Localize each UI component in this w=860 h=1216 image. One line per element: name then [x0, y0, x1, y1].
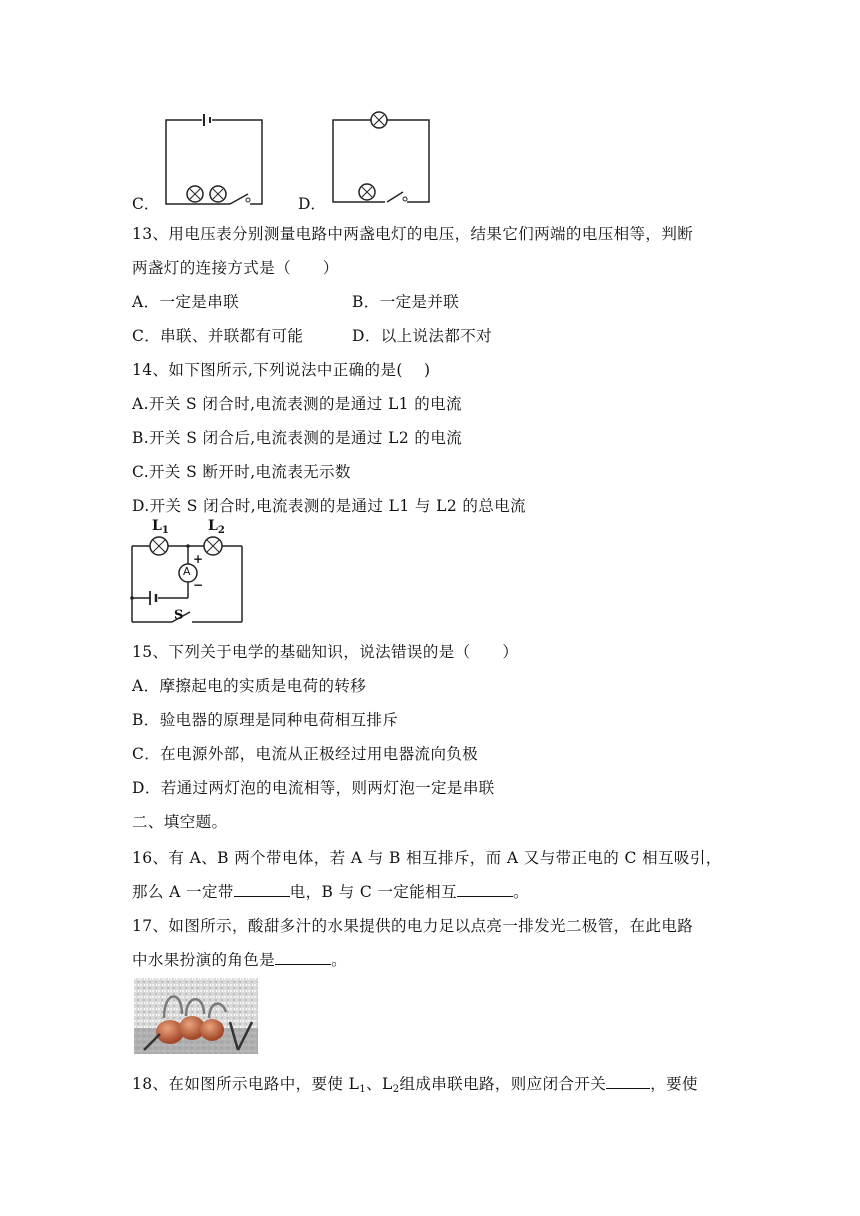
- q13-stem-line1: 13、用电压表分别测量电路中两盏电灯的电压，结果它们两端的电压相等，判断: [132, 225, 694, 243]
- q17-text-b: 。: [331, 951, 348, 969]
- q18-text-c: 组成串联电路，则应闭合开关: [399, 1075, 607, 1093]
- q18-text-d: ，要使: [650, 1075, 698, 1093]
- lamp-l1-icon: [150, 537, 168, 555]
- q16-stem-line2: [132, 882, 529, 902]
- lamp-icon: [210, 186, 226, 202]
- q15-option-a: A．摩擦起电的实质是电荷的转移: [132, 677, 367, 695]
- q15-stem: 15、下列关于电学的基础知识，说法错误的是（ ）: [132, 643, 519, 661]
- q15-option-d: D．若通过两灯泡的电流相等，则两灯泡一定是串联: [132, 779, 495, 797]
- q18-sub-2: 2: [392, 1084, 400, 1095]
- ammeter-label: A: [183, 565, 191, 578]
- q16-text-c: 。: [512, 883, 529, 901]
- l1-label: $L_1$: [152, 518, 169, 536]
- q14-circuit-figure: [128, 518, 248, 634]
- circuit-figure-d: [325, 108, 435, 208]
- q18-stem-line1: [132, 1074, 698, 1100]
- ammeter-minus-label: −: [193, 578, 204, 592]
- lamp-icon: [187, 186, 203, 202]
- q15-option-c: C．在电源外部，电流从正极经过用电器流向负极: [132, 745, 479, 763]
- q17-blank[interactable]: [275, 950, 331, 965]
- q14-option-c: C.开关 S 断开时,电流表无示数: [132, 463, 351, 481]
- q17-stem-line2: [132, 950, 347, 970]
- q14-stem: 14、如下图所示,下列说法中正确的是( ): [132, 361, 431, 379]
- q13-option-d: D．以上说法都不对: [352, 327, 493, 345]
- l2-label: $L_2$: [208, 518, 225, 536]
- lamp-icon: [359, 184, 375, 200]
- q13-stem-line2: 两盏灯的连接方式是（ ）: [132, 259, 339, 277]
- q15-option-b: B．验电器的原理是同种电荷相互排斥: [132, 711, 399, 729]
- q18-text-b: 、L: [366, 1075, 393, 1093]
- q16-text-b: 电，B 与 C 一定能相互: [289, 883, 457, 901]
- fruit-battery-photo: [134, 978, 258, 1054]
- q16-text-a: 那么 A 一定带: [132, 883, 234, 901]
- option-d-label: D．: [298, 195, 326, 213]
- q13-option-a: A．一定是串联: [132, 293, 239, 311]
- q16-blank-2[interactable]: [457, 882, 513, 897]
- q17-stem-line1: 17、如图所示，酸甜多汁的水果提供的电力足以点亮一排发光二极管，在此电路: [132, 917, 694, 935]
- circuit-figure-c: [160, 110, 270, 210]
- ammeter-plus-label: +: [193, 552, 204, 566]
- q14-option-a: A.开关 S 闭合时,电流表测的是通过 L1 的电流: [132, 395, 462, 413]
- lamp-icon: [371, 112, 387, 128]
- q13-option-b: B．一定是并联: [352, 293, 460, 311]
- switch-label: S: [174, 608, 184, 623]
- q14-option-d: D.开关 S 闭合时,电流表测的是通过 L1 与 L2 的总电流: [132, 497, 527, 515]
- q13-options-row2: [132, 326, 492, 346]
- section-heading: 二、填空题。: [132, 813, 228, 831]
- q16-stem-line1: 16、有 A、B 两个带电体，若 A 与 B 相互排斥，而 A 又与带正电的 C 相互吸引，: [132, 849, 722, 867]
- q16-blank-1[interactable]: [234, 882, 290, 897]
- q17-text-a: 中水果扮演的角色是: [132, 951, 276, 969]
- lamp-l2-icon: [204, 537, 222, 555]
- q18-text-a: 18、在如图所示电路中，要使 L: [132, 1075, 360, 1093]
- q18-sub-1: 1: [359, 1084, 367, 1095]
- q13-options-row1: [132, 292, 459, 312]
- option-c-label: C．: [132, 195, 160, 213]
- q18-blank[interactable]: [606, 1074, 650, 1089]
- q13-option-c: C．串联、并联都有可能: [132, 327, 304, 345]
- q14-option-b: B.开关 S 闭合后,电流表测的是通过 L2 的电流: [132, 429, 463, 447]
